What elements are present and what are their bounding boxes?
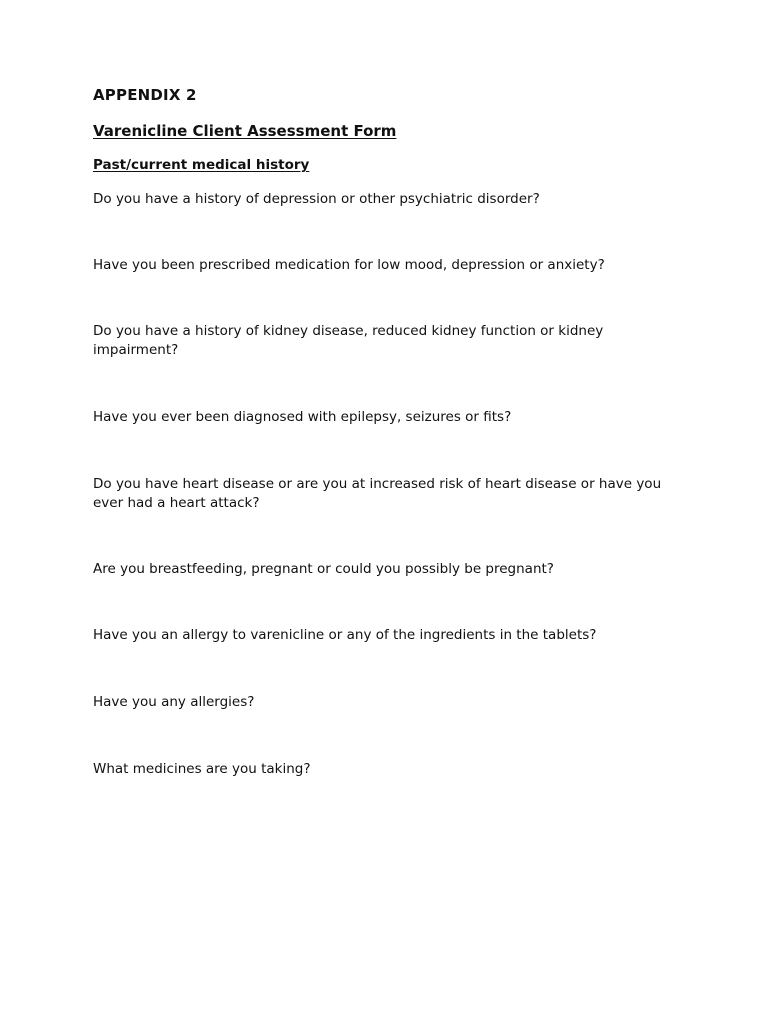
question-kidney-disease: Do you have a history of kidney disease, reduced kidney function or kidney impairment? — [93, 323, 604, 358]
section-title: Past/current medical history — [93, 157, 310, 173]
question-mood-medication: Have you been prescribed medication for low mood, depression or anxiety? — [93, 257, 605, 273]
question-epilepsy: Have you ever been diagnosed with epilepsy, seizures or fits? — [93, 409, 512, 425]
question-varenicline-allergy: Have you an allergy to varenicline or any of the ingredients in the tablets? — [93, 627, 597, 643]
question-depression-history: Do you have a history of depression or other psychiatric disorder? — [93, 191, 540, 207]
question-pregnancy: Are you breastfeeding, pregnant or could you possibly be pregnant? — [93, 561, 554, 577]
appendix-heading: APPENDIX 2 — [93, 86, 197, 104]
question-heart-disease: Do you have heart disease or are you at increased risk of heart disease or have you ever had a heart attack? — [93, 476, 662, 511]
form-title: Varenicline Client Assessment Form — [93, 122, 397, 140]
question-medicines: What medicines are you taking? — [93, 761, 311, 777]
question-allergies: Have you any allergies? — [93, 694, 255, 710]
